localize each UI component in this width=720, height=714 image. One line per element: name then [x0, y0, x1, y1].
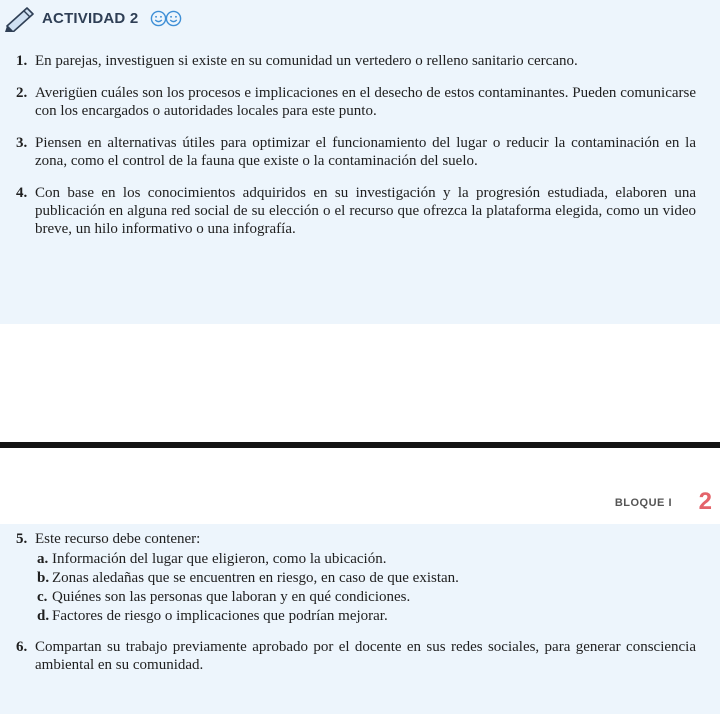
sublist-letter: a.	[37, 551, 49, 567]
sublist	[37, 550, 696, 626]
list-item	[16, 638, 696, 674]
team-faces	[150, 10, 180, 27]
sublist-item	[37, 607, 696, 626]
list-item	[16, 84, 696, 120]
bloque-label: BLOQUE I	[614, 497, 672, 509]
sublist-text: Quiénes son las personas que laboran y en qué condiciones.	[52, 589, 411, 605]
sublist-item	[37, 550, 696, 569]
item-number: 6.	[16, 639, 28, 655]
list-item	[16, 52, 696, 70]
item-text: Compartan su trabajo previamente aprobado por el docente en sus redes sociales, para generar consciencia ambiental en su comunidad.	[35, 639, 696, 673]
activity-title: ACTIVIDAD 2	[42, 9, 139, 27]
list-item	[16, 134, 696, 170]
item-text: Piensen en alternativas útiles para optimizar el funcionamiento del lugar o reducir la contaminación en la zona, como el control de la fauna que existe o la contaminación del suelo.	[35, 135, 696, 169]
sublist-text: Factores de riesgo o implicaciones que podrían mejorar.	[52, 608, 388, 624]
item-text: Con base en los conocimientos adquiridos en su investigación y la progresión estudiada, elaboren una publicación en alguna red social de su elección o el recurso que ofrezca la plataforma elegida, como un video breve, un hilo informativo o una infografía.	[35, 185, 696, 237]
item-number: 4.	[16, 185, 28, 201]
list-item	[16, 184, 696, 238]
sublist-item	[37, 588, 696, 607]
sublist-letter: c.	[37, 589, 48, 605]
item-number: 2.	[16, 85, 28, 101]
list-item	[16, 530, 696, 548]
sublist-letter: d.	[37, 608, 50, 624]
item-text: Averigüen cuáles son los procesos e implicaciones en el desecho de estos contaminantes. Pueden comunicarse con los encargados o autoridades locales para este punto.	[35, 85, 696, 119]
page-number: 2	[698, 488, 712, 515]
item-text: En parejas, investiguen si existe en su comunidad un vertedero o relleno sanitario cercano.	[35, 53, 578, 69]
sublist-text: Zonas aledañas que se encuentren en riesgo, en caso de que existan.	[52, 570, 459, 586]
blank-space	[0, 324, 720, 442]
item-number: 3.	[16, 135, 28, 151]
item-text: Este recurso debe contener:	[35, 531, 201, 547]
activity-list-continued	[16, 530, 696, 688]
activity-header	[2, 4, 180, 32]
sublist-item	[37, 569, 696, 588]
activity-list	[16, 52, 696, 252]
item-number: 1.	[16, 53, 28, 69]
pencil-icon	[2, 4, 36, 32]
sublist-text: Información del lugar que eligieron, como la ubicación.	[52, 551, 387, 567]
item-number: 5.	[16, 531, 28, 547]
sublist-letter: b.	[37, 570, 50, 586]
smiley-icon	[165, 10, 182, 27]
page-top	[0, 0, 720, 324]
